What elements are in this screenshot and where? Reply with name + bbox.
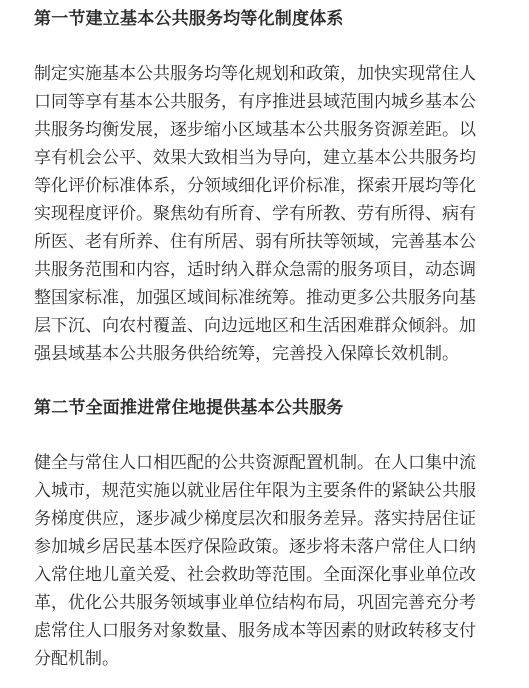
- paragraph-line: 入城市，规范实施以就业居住年限为主要条件的紧缺公共服: [34, 481, 476, 501]
- paragraph-line: 整国家标准，加强区域间标准统筹。推动更多公共服务向基: [34, 288, 476, 308]
- paragraph-line: 层下沉、向农村覆盖、向边远地区和生活困难群众倾斜。加: [34, 316, 476, 336]
- section-title-2: 第二节全面推进常住地提供基本公共服务: [34, 398, 344, 418]
- paragraph-line: 享有机会公平、效果大致相当为导向，建立基本公共服务均: [34, 148, 476, 168]
- paragraph-line: 革，优化公共服务领域事业单位结构布局，巩固完善充分考: [34, 593, 476, 613]
- paragraph-line: 分配机制。: [34, 649, 119, 669]
- paragraph-line: 强县域基本公共服务供给统筹，完善投入保障长效机制。: [34, 344, 459, 364]
- paragraph-line: 所医、老有所养、住有所居、弱有所扶等领域，完善基本公: [34, 232, 476, 252]
- paragraph-line: 健全与常住人口相匹配的公共资源配置机制。在人口集中流: [34, 453, 476, 473]
- paragraph-line: 口同等享有基本公共服务，有序推进县域范围内城乡基本公: [34, 92, 476, 112]
- section-title-1: 第一节建立基本公共服务均等化制度体系: [34, 9, 344, 29]
- paragraph-line: 务梯度供应，逐步减少梯度层次和服务差异。落实持居住证: [34, 509, 476, 529]
- paragraph-line: 实现程度评价。聚焦幼有所育、学有所教、劳有所得、病有: [34, 204, 476, 224]
- paragraph-line: 虑常住人口服务对象数量、服务成本等因素的财政转移支付: [34, 621, 476, 641]
- paragraph-line: 共服务均衡发展，逐步缩小区域基本公共服务资源差距。以: [34, 120, 476, 140]
- paragraph-line: 共服务范围和内容，适时纳入群众急需的服务项目，动态调: [34, 260, 476, 280]
- paragraph-line: 参加城乡居民基本医疗保险政策。逐步将未落户常住人口纳: [34, 537, 476, 557]
- paragraph-line: 入常住地儿童关爱、社会救助等范围。全面深化事业单位改: [34, 565, 476, 585]
- paragraph-line: 等化评价标准体系，分领域细化评价标准，探索开展均等化: [34, 176, 476, 196]
- paragraph-line: 制定实施基本公共服务均等化规划和政策，加快实现常住人: [34, 64, 476, 84]
